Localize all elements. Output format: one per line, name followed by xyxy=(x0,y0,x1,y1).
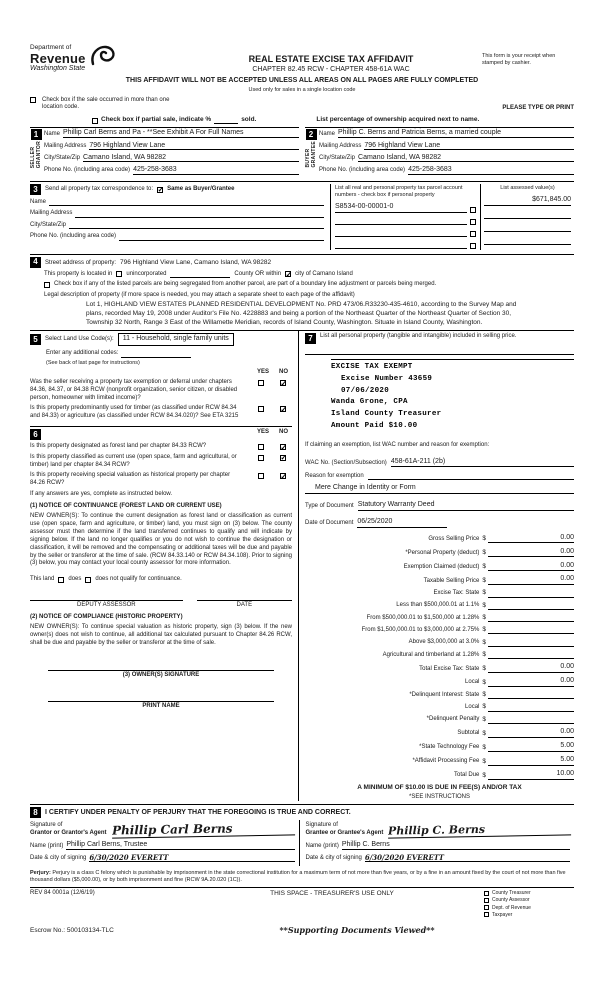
grantee-name-print-label: Name (print) xyxy=(305,842,339,849)
doc-date-field[interactable]: 06/25/2020 xyxy=(357,518,447,528)
dor-swirl-icon xyxy=(88,44,118,68)
does-checkbox[interactable] xyxy=(58,577,64,583)
wac-number-field[interactable]: 458-61A-211 (2b) xyxy=(391,458,574,468)
tax-row-label: From $500,000.01 to $1,500,000 at 1.28% xyxy=(366,614,480,621)
q6-2-no-checkbox[interactable] xyxy=(280,455,286,461)
assessed-values-header: List assessed value(s) xyxy=(500,185,555,192)
this-land-label: This land xyxy=(30,576,55,583)
dollar-sign: $ xyxy=(482,650,486,658)
buyer-mailing-label: Mailing Address xyxy=(319,142,362,149)
notice-compliance-title: (2) NOTICE OF COMPLIANCE (HISTORIC PROPERTY) xyxy=(30,614,183,621)
q6-2-yes-checkbox[interactable] xyxy=(258,455,264,461)
form-subtitle: CHAPTER 82.45 RCW - CHAPTER 458-61A WAC xyxy=(252,66,410,74)
tax-row-amount[interactable] xyxy=(488,651,574,659)
yes-header-2: YES xyxy=(256,429,269,435)
grantee-signature-field[interactable]: Phillip C. Berns xyxy=(387,823,570,839)
dollar-sign: $ xyxy=(482,549,486,557)
city-checkbox[interactable] xyxy=(285,271,291,277)
copy-label: County Treasurer xyxy=(492,890,531,897)
tax-row-label: Excise Tax: State xyxy=(433,590,480,597)
tax-row-amount[interactable]: 0.00 xyxy=(488,728,574,738)
grantor-date-city-field[interactable]: 6/30/2020 EVERETT xyxy=(89,854,294,863)
tax-row-amount[interactable] xyxy=(488,626,574,634)
tax-row-label: Gross Selling Price xyxy=(428,535,480,542)
dor-logo xyxy=(30,44,180,74)
dollar-sign: $ xyxy=(482,715,486,723)
city-of-label: city of Camano Island xyxy=(295,270,353,277)
legal-description-text[interactable]: Lot 1, HIGHLAND VIEW ESTATES PLANNED RESIDENTIAL DEVELOPMENT No. PRD 473/06.R33230-435-4610, according to the Survey Map and plans, recorded May 19, 2008 under Auditor's File No. 4228883 and being a portion of the Northeast Quarter of the Northeast Quarter of Section 30, Township 32 North, Range 3 East of the Willamette Meridian, records of Island County, Washington. Situate in Island County, Washington. xyxy=(86,301,517,326)
tax-row-label: Less than $500,000.01 at 1.1% xyxy=(396,602,480,609)
grantee-side-label: GRANTEE xyxy=(311,141,317,168)
parcel-number-field[interactable]: S8534-00-00001-0 xyxy=(335,203,467,213)
assessed-value-field[interactable]: $671,845.00 xyxy=(484,196,571,206)
current-use-question: Is this property classified as current use (open space, farm and agricultural, or timber) land per chapter 84.34 RCW? xyxy=(30,453,237,468)
property-address-section xyxy=(30,254,574,328)
same-as-buyer-label: Same as Buyer/Grantee xyxy=(167,185,235,192)
dollar-sign: $ xyxy=(482,626,486,634)
tax-row-label: From $1,500,000.01 to $3,000,000 at 2.75% xyxy=(361,626,480,633)
grantee-date-city-field[interactable]: 6/30/2020 EVERETT xyxy=(365,854,570,863)
grantor-side-label: GRANTOR xyxy=(36,141,42,169)
additional-codes-field[interactable] xyxy=(121,351,191,358)
section-4-badge: 4 xyxy=(30,257,41,268)
escrow-number: 500103134-TLC xyxy=(66,926,114,934)
tax-row-amount[interactable] xyxy=(488,602,574,610)
personal-property-checkbox-1[interactable] xyxy=(470,207,476,213)
county-treasurer-checkbox[interactable] xyxy=(484,891,489,896)
timber-agriculture-question: Is this property predominantly used for timber (as classified under RCW 84.34 and 84.33) or agriculture (as classified under RCW 84.34.020)? See ETA 3215 xyxy=(30,405,239,420)
multi-location-label: Check box if the sale occurred in more than one location code. xyxy=(42,96,170,111)
tax-row-amount[interactable]: 0.00 xyxy=(488,562,574,572)
parcel-numbers-header: List all real and personal property tax parcel account numbers - check box if personal property xyxy=(335,185,463,198)
owners-signature-label: (3) OWNER(S) SIGNATURE xyxy=(122,671,200,678)
tax-row-amount[interactable] xyxy=(488,716,574,724)
corr-mailing-label: Mailing Address xyxy=(30,210,73,217)
revenue-label: Revenue xyxy=(30,51,86,67)
print-name-field[interactable] xyxy=(48,701,274,711)
single-location-note: Used only for sales in a single location code xyxy=(248,86,356,93)
grantor-signature-block xyxy=(30,820,299,865)
section-8-badge: 8 xyxy=(30,807,41,818)
personal-property-label: List all personal property (tangible and intangible) included in selling price. xyxy=(320,333,517,340)
corr-citystatezip-field[interactable] xyxy=(69,221,324,229)
q5-2-yes-checkbox[interactable] xyxy=(258,406,264,412)
section-1-badge: 1 xyxy=(31,129,42,140)
does-not-label: does not qualify for continuance. xyxy=(95,576,182,583)
tax-row-amount[interactable] xyxy=(488,590,574,598)
deputy-date-field[interactable] xyxy=(197,600,292,610)
personal-property-checkbox-3[interactable] xyxy=(470,231,476,237)
corr-name-label: Name xyxy=(30,198,47,205)
dollar-sign: $ xyxy=(482,577,486,585)
dollar-sign: $ xyxy=(482,563,486,571)
continuance-section xyxy=(30,426,292,711)
ownership-note: List percentage of ownership acquired next to name. xyxy=(316,116,480,124)
buyer-section xyxy=(305,127,574,178)
send-correspondence-label: Send all property tax correspondence to: xyxy=(45,185,154,192)
dollar-sign: $ xyxy=(482,535,486,543)
county-or-label: County OR within xyxy=(234,270,282,277)
personal-property-line-1[interactable] xyxy=(305,344,574,355)
owners-signature-field[interactable] xyxy=(48,670,274,680)
segregated-checkbox[interactable] xyxy=(44,282,50,288)
section-5-badge: 5 xyxy=(30,334,41,345)
buyer-mailing-field[interactable]: 796 Highland View Lane xyxy=(364,142,574,151)
supporting-documents-note: **Supporting Documents Viewed** xyxy=(279,925,435,936)
excise-tax-stamp xyxy=(305,359,574,432)
acceptance-warning: THIS AFFIDAVIT WILL NOT BE ACCEPTED UNLESS ALL AREAS ON ALL PAGES ARE FULLY COMPLETED xyxy=(125,77,479,84)
stamp-treasurer-line: Island County Treasurer xyxy=(331,409,442,418)
grantor-date-city-label: Date & city of signing xyxy=(30,854,87,861)
dollar-sign: $ xyxy=(482,703,486,711)
tax-row-amount[interactable] xyxy=(488,614,574,622)
tax-row-amount[interactable]: 0.00 xyxy=(488,663,574,673)
notice-compliance-text: NEW OWNER(S): To continue special valuation as historic property, sign (3) below. If the new owner(s) does not wish to continue, all additional tax calculated pursuant to Chapter 84.26 RCW, shall be due and payable by the seller or transferor at the time of sale. xyxy=(30,623,292,646)
street-address-label: Street address of property: xyxy=(45,260,117,267)
dollar-sign: $ xyxy=(482,601,486,609)
see-instructions-note: *SEE INSTRUCTIONS xyxy=(408,793,470,800)
certification-section xyxy=(30,804,574,865)
buyer-citystatezip-field[interactable]: Camano Island, WA 98282 xyxy=(358,154,574,163)
q6-3-yes-checkbox[interactable] xyxy=(258,473,264,479)
grantor-name-print-label: Name (print) xyxy=(30,842,64,849)
dollar-sign: $ xyxy=(482,589,486,597)
doc-type-label: Type of Document xyxy=(305,503,354,510)
corr-phone-field[interactable] xyxy=(119,233,324,241)
corr-mailing-field[interactable] xyxy=(75,210,324,218)
q5-1-no-checkbox[interactable] xyxy=(280,380,286,386)
grantee-date-city-label: Date & city of signing xyxy=(305,854,362,861)
dept-of-revenue-checkbox[interactable] xyxy=(484,905,489,910)
land-use-label: Select Land Use Code(s): xyxy=(45,336,114,343)
no-header: NO xyxy=(279,368,288,375)
seller-citystatezip-field[interactable]: Camano Island, WA 98282 xyxy=(83,154,299,163)
tax-row-amount[interactable]: 0.00 xyxy=(488,534,574,544)
tax-row-label: *Delinquent Penalty xyxy=(426,716,480,723)
forest-land-question: Is this property designated as forest land per chapter 84.33 RCW? xyxy=(30,443,207,449)
q6-1-no-checkbox[interactable] xyxy=(280,444,286,450)
dollar-sign: $ xyxy=(482,757,486,765)
located-in-label: This property is located in xyxy=(44,270,113,277)
tax-row-label: Above $3,000,000 at 3.0% xyxy=(408,639,480,646)
q5-1-yes-checkbox[interactable] xyxy=(258,380,264,386)
parcel-number-field-3[interactable] xyxy=(335,229,467,237)
segregated-label: Check box if any of the listed parcels are being segregated from another parcel, are part of a boundary line adjustment or parcels being merged. xyxy=(54,281,437,288)
dollar-sign: $ xyxy=(482,771,486,779)
corr-phone-label: Phone No. (including area code) xyxy=(30,233,117,240)
tax-row-label: *State Technology Fee xyxy=(419,744,480,751)
section-2-badge: 2 xyxy=(306,129,317,140)
does-not-checkbox[interactable] xyxy=(85,577,91,583)
same-as-buyer-checkbox[interactable] xyxy=(157,187,163,193)
doc-date-label: Date of Document xyxy=(305,520,354,527)
seller-name-field[interactable]: Phillip Carl Berns and Pa - **See Exhibit A For Full Names xyxy=(63,129,299,138)
tax-row-amount[interactable]: 5.00 xyxy=(488,742,574,752)
reason-exemption-value[interactable]: Mere Change in Identity or Form xyxy=(305,484,574,494)
footer xyxy=(30,887,574,919)
seller-phone-label: Phone No. (including area code) xyxy=(44,167,131,174)
tax-row-label: Taxable Selling Price xyxy=(423,577,480,584)
tax-row-amount[interactable]: 5.00 xyxy=(488,756,574,766)
dollar-sign: $ xyxy=(482,678,486,686)
tax-row-amount[interactable] xyxy=(488,639,574,647)
tax-row-label: Exemption Claimed (deduct) xyxy=(403,563,480,570)
buyer-side-label: BUYER xyxy=(304,148,311,168)
assessed-value-field-4[interactable] xyxy=(484,236,571,245)
unincorporated-label: unincorporated xyxy=(126,270,167,277)
seller-mailing-field[interactable]: 796 Highland View Lane xyxy=(89,142,299,151)
tax-row-amount[interactable] xyxy=(488,704,574,712)
exemption-claim-label: If claiming an exemption, list WAC number and reason for exemption: xyxy=(305,442,490,449)
see-back-note: (See back of last page for instructions) xyxy=(46,359,140,366)
parcel-number-field-2[interactable] xyxy=(335,217,467,225)
washington-state-label: Washington State xyxy=(30,65,86,73)
land-use-section xyxy=(30,333,292,421)
perjury-text: Perjury is a class C felony which is punishable by imprisonment in the state correctional institution for a maximum term of not more than five years, or by a fine in an amount fixed by the court of not more than five thousand dollars ($5,000.00), or by both imprisonment and fine (RCW 9A.20.020 (1C)). xyxy=(30,869,566,883)
corr-citystatezip-label: City/State/Zip xyxy=(30,221,67,228)
tax-row-label: *Affidavit Processing Fee xyxy=(412,758,480,765)
copy-label: Taxpayer xyxy=(492,911,513,918)
q6-1-yes-checkbox[interactable] xyxy=(258,444,264,450)
reason-exemption-field[interactable] xyxy=(368,472,574,480)
corr-name-field[interactable] xyxy=(49,198,324,206)
tax-row-label: Total Excise Tax: State xyxy=(419,665,480,672)
deputy-assessor-signature-field[interactable] xyxy=(30,600,183,610)
seller-phone-field[interactable]: 425-258-3683 xyxy=(133,166,299,175)
additional-codes-label: Enter any additional codes: xyxy=(46,350,119,357)
tax-row-amount[interactable]: 0.00 xyxy=(488,548,574,558)
tax-row-label: Subtotal xyxy=(457,730,480,737)
dollar-sign: $ xyxy=(482,691,486,699)
print-name-label: PRINT NAME xyxy=(142,703,180,710)
receipt-note: This form is your receipt when stamped by cashier. xyxy=(482,53,556,67)
grantor-signature-field[interactable]: Phillip Carl Berns xyxy=(112,822,295,839)
seller-side-label: SELLER xyxy=(29,147,36,169)
tax-row-amount[interactable]: 10.00 xyxy=(488,770,574,780)
deputy-date-label: DATE xyxy=(236,601,253,608)
minimum-due-note: A MINIMUM OF $10.00 IS DUE IN FEE(S) AND/OR TAX xyxy=(357,783,522,791)
please-type-note: PLEASE TYPE OR PRINT xyxy=(502,104,574,111)
dollar-sign: $ xyxy=(482,664,486,672)
unincorporated-checkbox[interactable] xyxy=(116,271,122,277)
grantee-sig-label-1: Signature of xyxy=(305,822,338,829)
yes-header: YES xyxy=(256,368,269,375)
header xyxy=(30,44,574,75)
treasurer-use-label: THIS SPACE - TREASURER'S USE ONLY xyxy=(270,890,394,898)
q5-2-no-checkbox[interactable] xyxy=(280,406,286,412)
grantee-signature-block xyxy=(299,820,575,865)
tax-row-label: Local xyxy=(465,704,480,711)
notice-continuance-title: (1) NOTICE OF CONTINUANCE (FOREST LAND OR CURRENT USE) xyxy=(30,503,222,510)
wac-number-label: WAC No. (Section/Subsection) xyxy=(305,459,387,466)
dollar-sign: $ xyxy=(482,614,486,622)
partial-sale-percent-field[interactable] xyxy=(214,123,238,124)
historic-property-question: Is this property receiving special valuation as historical property per chapter 84.26 RCW? xyxy=(30,472,231,487)
tax-calculation-table xyxy=(305,534,574,780)
form-revision-number: REV 84 0001a (12/6/19) xyxy=(30,890,95,897)
tax-row-label: Local xyxy=(465,679,480,686)
buyer-phone-field[interactable]: 425-258-3683 xyxy=(408,166,574,175)
does-label: does xyxy=(68,576,82,583)
legal-description-label: Legal description of property (if more space is needed, you may attach a separate sheet to each page of the affidavit) xyxy=(44,291,355,298)
multi-location-checkbox[interactable] xyxy=(30,97,36,103)
certify-statement: I CERTIFY UNDER PENALTY OF PERJURY THAT THE FOREGOING IS TRUE AND CORRECT. xyxy=(45,808,351,816)
buyer-phone-label: Phone No. (including area code) xyxy=(319,167,406,174)
seller-citystatezip-label: City/State/Zip xyxy=(44,154,81,161)
partial-sale-label: Check box if partial sale, indicate % xyxy=(101,116,212,124)
selling-price-section xyxy=(298,331,574,801)
county-field[interactable] xyxy=(170,271,230,278)
stamp-number-line: Excise Number 43659 xyxy=(341,375,433,384)
grantor-name-print-field[interactable]: Phillip Carl Berns, Trustee xyxy=(66,841,294,850)
stamp-amount-line: Amount Paid $10.00 xyxy=(331,421,418,430)
no-header-2: NO xyxy=(279,429,288,435)
dollar-sign: $ xyxy=(482,638,486,646)
seller-name-label: Name xyxy=(44,130,61,137)
grantee-sig-label-2: Grantee or Grantee's Agent xyxy=(305,829,384,836)
partial-sale-checkbox[interactable] xyxy=(92,118,98,124)
tax-row-label: *Delinquent Interest: State xyxy=(409,691,480,698)
dollar-sign: $ xyxy=(482,729,486,737)
personal-property-checkbox-4[interactable] xyxy=(470,243,476,249)
seller-mailing-label: Mailing Address xyxy=(44,142,87,149)
section-3-badge: 3 xyxy=(30,184,41,195)
stamp-cashier-line: Wanda Grone, CPA xyxy=(331,398,408,407)
section-6-badge: 6 xyxy=(30,429,41,440)
assessed-value-field-2[interactable] xyxy=(484,210,571,219)
tax-row-amount[interactable] xyxy=(488,691,574,699)
stamp-exempt-line: EXCISE TAX EXEMPT xyxy=(331,363,413,372)
notice-continuance-text: NEW OWNER(S): To continue the current designation as forest land or classification as current use (open space, farm and agriculture, or timber) land, you must sign on (3) below. The county assessor must then determine if the land transferred continues to qualify and will indicate by signing below. If the land no longer qualifies or you do not wish to continue the designation or classification, it will be removed and the compensating or additional taxes will be due and payable by the seller or transferor at the time of sale. (RCW 84.33.140 or RCW 84.34.108). Prior to signing (3) below, you may contact your local county assessor for more information. xyxy=(30,512,292,567)
deputy-assessor-label: DEPUTY ASSESSOR xyxy=(77,601,136,608)
tax-row-label: *Personal Property (deduct) xyxy=(405,549,480,556)
dept-of-label: Department of xyxy=(30,44,72,51)
tax-correspondence-section xyxy=(30,181,574,250)
section-7-badge: 7 xyxy=(305,333,316,344)
county-assessor-checkbox[interactable] xyxy=(484,898,489,903)
assessed-value-field-3[interactable] xyxy=(484,223,571,232)
land-use-code-field[interactable]: 11 - Household, single family units xyxy=(118,333,234,346)
parcel-number-field-4[interactable] xyxy=(335,241,467,249)
partial-sale-sold-label: sold. xyxy=(241,116,257,124)
copy-label: Dept. of Revenue xyxy=(492,904,531,911)
buyer-citystatezip-label: City/State/Zip xyxy=(319,154,356,161)
tax-row-label: Agricultural and timberland at 1.28% xyxy=(382,651,480,658)
tax-row-label: Total Due xyxy=(454,772,480,779)
form-title: REAL ESTATE EXCISE TAX AFFIDAVIT xyxy=(248,54,414,64)
tax-row-amount[interactable]: 0.00 xyxy=(488,575,574,585)
perjury-label: Perjury: xyxy=(30,869,51,876)
taxpayer-checkbox[interactable] xyxy=(484,912,489,917)
street-address-field[interactable]: 796 Highland View Lane, Camano Island, WA 98282 xyxy=(120,259,272,267)
if-yes-note: If any answers are yes, complete as instructed below. xyxy=(30,490,173,497)
reason-exemption-label: Reason for exemption xyxy=(305,472,364,479)
seller-exemption-question: Was the seller receiving a property tax exemption or deferral under chapters 84.36, 84.37, or 84.38 RCW (nonprofit organization, senior citizen, or disabled person, homeowner with limited income)? xyxy=(30,379,238,401)
perjury-statement xyxy=(30,870,574,884)
buyer-name-label: Name xyxy=(319,130,336,137)
dollar-sign: $ xyxy=(482,743,486,751)
personal-property-checkbox-2[interactable] xyxy=(470,219,476,225)
buyer-name-field[interactable]: Phillip C. Berns and Patricia Berns, a married couple xyxy=(338,129,574,138)
copy-label: County Assessor xyxy=(492,897,530,904)
grantor-sig-label-2: Grantor or Grantor's Agent xyxy=(30,829,107,836)
seller-section xyxy=(30,127,299,178)
distribution-copies xyxy=(484,890,574,919)
q6-3-no-checkbox[interactable] xyxy=(280,473,286,479)
grantor-sig-label-1: Signature of xyxy=(30,822,63,829)
doc-type-field[interactable]: Statutory Warranty Deed xyxy=(358,501,574,511)
escrow-label: Escrow No.: xyxy=(30,926,66,934)
stamp-date-line: 07/06/2020 xyxy=(341,386,390,395)
tax-row-amount[interactable]: 0.00 xyxy=(488,677,574,687)
grantee-name-print-field[interactable]: Phillip C. Berns xyxy=(342,841,570,850)
